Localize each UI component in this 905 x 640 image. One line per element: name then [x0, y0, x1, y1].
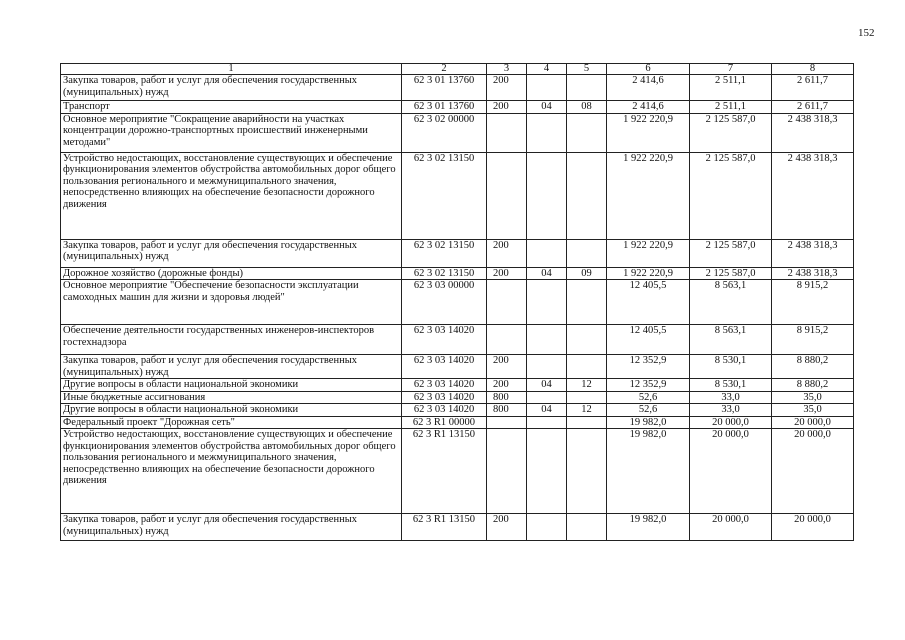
row-code: 62 3 R1 00000	[402, 416, 487, 429]
table-row	[61, 113, 854, 152]
row-col5	[567, 75, 607, 101]
row-col3	[487, 280, 527, 325]
table-row	[61, 391, 854, 404]
row-value-6: 12 405,5	[607, 325, 690, 355]
row-description: Обеспечение деятельности государственных инженеров-инспекторов гостехнадзора	[61, 325, 402, 355]
header-cell: 1	[61, 64, 402, 75]
row-col4: 04	[527, 267, 567, 280]
row-value-7: 8 563,1	[690, 325, 772, 355]
header-cell: 2	[402, 64, 487, 75]
row-col3: 200	[487, 101, 527, 114]
row-col5	[567, 280, 607, 325]
row-value-6: 19 982,0	[607, 514, 690, 541]
row-description: Закупка товаров, работ и услуг для обеспечения государственных (муниципальных) нужд	[61, 355, 402, 379]
row-value-8: 2 438 318,3	[772, 239, 854, 267]
row-value-8: 2 438 318,3	[772, 152, 854, 239]
row-col5: 08	[567, 101, 607, 114]
row-value-6: 12 352,9	[607, 379, 690, 392]
row-value-6: 1 922 220,9	[607, 113, 690, 152]
table-row	[61, 514, 854, 541]
table-row	[61, 429, 854, 514]
table-row	[61, 267, 854, 280]
table-header-row	[61, 64, 854, 75]
row-value-7: 2 125 587,0	[690, 267, 772, 280]
row-value-8: 20 000,0	[772, 416, 854, 429]
row-value-8: 2 438 318,3	[772, 113, 854, 152]
table-row	[61, 75, 854, 101]
row-value-8: 8 915,2	[772, 325, 854, 355]
row-code: 62 3 03 14020	[402, 355, 487, 379]
row-value-8: 2 611,7	[772, 75, 854, 101]
header-cell: 5	[567, 64, 607, 75]
row-col5	[567, 152, 607, 239]
row-col4	[527, 113, 567, 152]
table-row	[61, 280, 854, 325]
table-row	[61, 101, 854, 114]
row-code: 62 3 03 14020	[402, 325, 487, 355]
row-col5	[567, 239, 607, 267]
row-value-7: 2 125 587,0	[690, 239, 772, 267]
row-code: 62 3 03 14020	[402, 404, 487, 417]
row-value-7: 20 000,0	[690, 416, 772, 429]
row-col5	[567, 325, 607, 355]
row-value-6: 19 982,0	[607, 429, 690, 514]
row-value-6: 1 922 220,9	[607, 239, 690, 267]
row-value-7: 2 511,1	[690, 101, 772, 114]
row-value-8: 20 000,0	[772, 429, 854, 514]
row-col3: 200	[487, 75, 527, 101]
row-description: Федеральный проект "Дорожная сеть"	[61, 416, 402, 429]
row-col3: 200	[487, 355, 527, 379]
row-value-7: 8 563,1	[690, 280, 772, 325]
row-code: 62 3 02 00000	[402, 113, 487, 152]
table-row	[61, 416, 854, 429]
row-col4	[527, 429, 567, 514]
row-description: Иные бюджетные ассигнования	[61, 391, 402, 404]
row-description: Другие вопросы в области национальной экономики	[61, 379, 402, 392]
row-col3	[487, 416, 527, 429]
row-value-7: 2 125 587,0	[690, 113, 772, 152]
row-col4	[527, 152, 567, 239]
row-description: Закупка товаров, работ и услуг для обеспечения государственных (муниципальных) нужд	[61, 514, 402, 541]
row-value-6: 2 414,6	[607, 101, 690, 114]
row-value-7: 33,0	[690, 391, 772, 404]
row-col4: 04	[527, 379, 567, 392]
row-code: 62 3 03 14020	[402, 379, 487, 392]
row-value-8: 35,0	[772, 391, 854, 404]
row-col3	[487, 113, 527, 152]
row-code: 62 3 02 13150	[402, 239, 487, 267]
row-col4	[527, 239, 567, 267]
row-value-6: 12 352,9	[607, 355, 690, 379]
row-col5: 12	[567, 379, 607, 392]
table-row	[61, 239, 854, 267]
row-value-7: 8 530,1	[690, 355, 772, 379]
header-cell: 7	[690, 64, 772, 75]
row-description: Транспорт	[61, 101, 402, 114]
row-value-8: 8 915,2	[772, 280, 854, 325]
row-col3	[487, 325, 527, 355]
row-col3: 200	[487, 239, 527, 267]
row-code: 62 3 02 13150	[402, 152, 487, 239]
row-description: Другие вопросы в области национальной экономики	[61, 404, 402, 417]
row-value-8: 2 611,7	[772, 101, 854, 114]
row-col4	[527, 325, 567, 355]
row-value-7: 33,0	[690, 404, 772, 417]
page-number: 152	[858, 27, 875, 39]
row-col5	[567, 113, 607, 152]
row-col5	[567, 416, 607, 429]
row-value-6: 19 982,0	[607, 416, 690, 429]
row-col4	[527, 355, 567, 379]
row-col4: 04	[527, 404, 567, 417]
row-col5: 09	[567, 267, 607, 280]
row-code: 62 3 03 00000	[402, 280, 487, 325]
row-col3: 800	[487, 391, 527, 404]
header-cell: 3	[487, 64, 527, 75]
row-col3: 200	[487, 379, 527, 392]
row-code: 62 3 01 13760	[402, 75, 487, 101]
table-row	[61, 355, 854, 379]
row-col3: 200	[487, 267, 527, 280]
row-code: 62 3 R1 13150	[402, 514, 487, 541]
row-value-7: 2 511,1	[690, 75, 772, 101]
row-description: Устройство недостающих, восстановление существующих и обеспечение функционирования элементов обустройства автомобильных дорог общего пользования регионального и межмуниципального значения, непосредственно влияющих на обеспечение безопасности дорожного движения	[61, 152, 402, 239]
row-value-6: 1 922 220,9	[607, 152, 690, 239]
row-col5	[567, 514, 607, 541]
row-code: 62 3 03 14020	[402, 391, 487, 404]
row-col3: 800	[487, 404, 527, 417]
budget-table	[60, 63, 854, 541]
row-description: Основное мероприятие "Обеспечение безопасности эксплуатации самоходных машин для жизни и здоровья людей"	[61, 280, 402, 325]
row-col5: 12	[567, 404, 607, 417]
row-value-8: 35,0	[772, 404, 854, 417]
row-value-6: 1 922 220,9	[607, 267, 690, 280]
row-description: Основное мероприятие "Сокращение аварийности на участках концентрации дорожно-транспортных происшествий инженерными методами"	[61, 113, 402, 152]
header-cell: 6	[607, 64, 690, 75]
row-col4	[527, 75, 567, 101]
row-col4	[527, 280, 567, 325]
row-col3: 200	[487, 514, 527, 541]
row-value-6: 2 414,6	[607, 75, 690, 101]
row-col3	[487, 429, 527, 514]
row-value-6: 52,6	[607, 404, 690, 417]
row-col5	[567, 355, 607, 379]
row-col4: 04	[527, 101, 567, 114]
row-value-6: 52,6	[607, 391, 690, 404]
row-description: Закупка товаров, работ и услуг для обеспечения государственных (муниципальных) нужд	[61, 239, 402, 267]
row-description: Закупка товаров, работ и услуг для обеспечения государственных (муниципальных) нужд	[61, 75, 402, 101]
header-cell: 8	[772, 64, 854, 75]
row-col4	[527, 416, 567, 429]
table-row	[61, 152, 854, 239]
row-col5	[567, 391, 607, 404]
row-col3	[487, 152, 527, 239]
row-value-7: 2 125 587,0	[690, 152, 772, 239]
row-code: 62 3 01 13760	[402, 101, 487, 114]
row-value-7: 20 000,0	[690, 429, 772, 514]
row-description: Устройство недостающих, восстановление существующих и обеспечение функционирования элементов обустройства автомобильных дорог общего пользования регионального и межмуниципального значения, непосредственно влияющих на обеспечение безопасности дорожного движения	[61, 429, 402, 514]
row-col4	[527, 514, 567, 541]
row-value-8: 8 880,2	[772, 355, 854, 379]
table-row	[61, 379, 854, 392]
row-value-6: 12 405,5	[607, 280, 690, 325]
row-value-8: 2 438 318,3	[772, 267, 854, 280]
row-value-7: 20 000,0	[690, 514, 772, 541]
row-col4	[527, 391, 567, 404]
header-cell: 4	[527, 64, 567, 75]
row-value-7: 8 530,1	[690, 379, 772, 392]
table-row	[61, 404, 854, 417]
row-value-8: 20 000,0	[772, 514, 854, 541]
row-code: 62 3 02 13150	[402, 267, 487, 280]
row-value-8: 8 880,2	[772, 379, 854, 392]
row-col5	[567, 429, 607, 514]
row-code: 62 3 R1 13150	[402, 429, 487, 514]
table-row	[61, 325, 854, 355]
row-description: Дорожное хозяйство (дорожные фонды)	[61, 267, 402, 280]
